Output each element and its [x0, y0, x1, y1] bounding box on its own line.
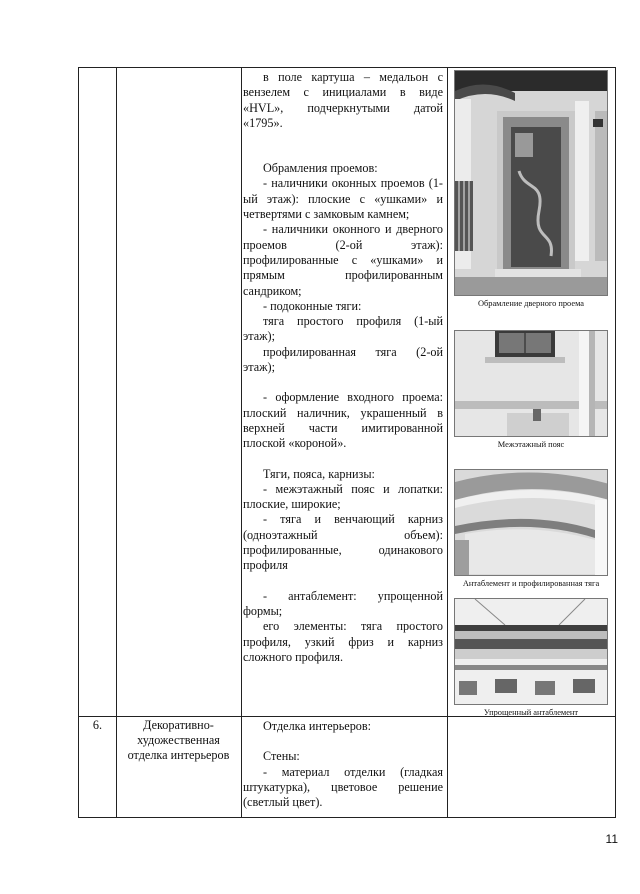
paragraph: в поле картуша – медальон с вензелем с инициалами в виде «HVL», подчеркнутыми датой «1795».	[243, 70, 443, 130]
paragraph: Стены:	[263, 749, 300, 764]
paragraph: - материал отделки (гладкая штукатурка), цветовое решение (светлый цвет).	[243, 764, 443, 810]
column-divider	[447, 68, 448, 817]
page-number: 11	[605, 832, 618, 846]
photo-caption: Обрамление дверного проема	[477, 299, 585, 308]
interfloor-belt-photo	[454, 330, 608, 437]
column-divider	[241, 68, 242, 817]
paragraph: - антаблемент: упрощенной формы;	[243, 588, 443, 618]
paragraph: Обрамления проемов:	[263, 161, 378, 176]
row5-description	[243, 70, 443, 665]
paragraph: - наличники оконного и дверного проемов (2-ой этаж): профилированные с «ушками» и прямым профилированным сандриком;	[243, 222, 443, 298]
entablature-photo	[454, 469, 608, 576]
description-table	[78, 67, 616, 818]
row-number: 6.	[92, 718, 103, 732]
paragraph: тяга простого профиля (1-ый этаж);	[243, 314, 443, 344]
paragraph: Отделка интерьеров:	[263, 719, 372, 733]
paragraph: - оформление входного проема: плоский наличник, украшенный в верхней части имитированной плоской «короной».	[243, 390, 443, 451]
photo-caption: Упрощенный антаблемент	[483, 708, 579, 717]
paragraph: его элементы: тяга простого профиля, узкий фриз и карниз сложного профиля.	[243, 619, 443, 664]
paragraph: - тяга и венчающий карниз (одноэтажный объем): профилированные, одинакового профиля	[243, 512, 443, 573]
paragraph: Тяги, пояса, карнизы:	[263, 466, 375, 481]
paragraph: - межэтажный пояс и лопатки: плоские, широкие;	[243, 481, 443, 512]
section-name: Декоративно-художественная отделка интерьеров	[127, 718, 230, 762]
row6-description	[243, 719, 443, 810]
photo-caption: Межэтажный пояс	[497, 440, 565, 449]
door-frame-photo	[454, 70, 608, 296]
paragraph: - подоконные тяги:	[263, 298, 362, 313]
column-divider	[116, 68, 117, 817]
paragraph: профилированная тяга (2-ой этаж);	[243, 344, 443, 375]
paragraph: - наличники оконных проемов (1-ый этаж): плоские с «ушками» и четвертями с замковым камнем;	[243, 176, 443, 222]
simplified-entablature-photo	[454, 598, 608, 705]
photo-caption: Антаблемент и профилированная тяга	[462, 579, 600, 588]
